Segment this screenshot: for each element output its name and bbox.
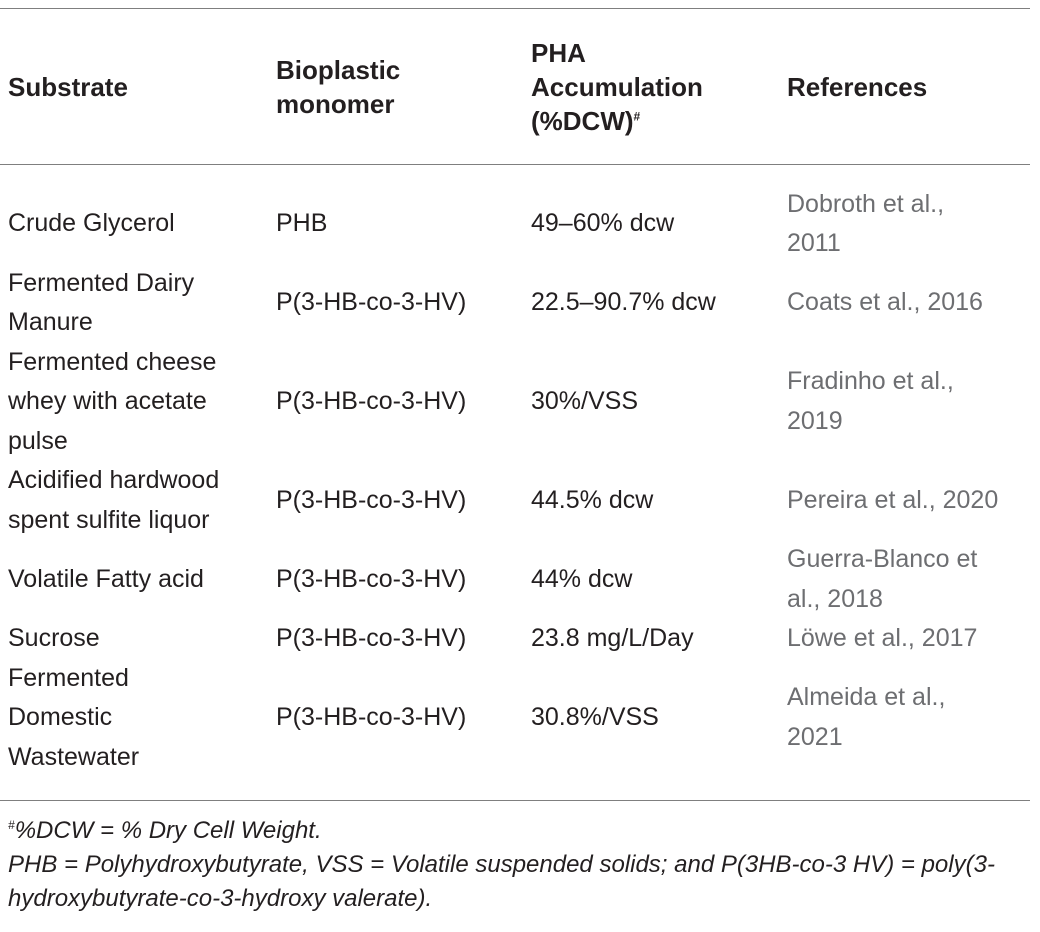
table-header-row: [0, 10, 1030, 164]
footnote-dcw: [8, 814, 1028, 848]
table-row: [0, 343, 1030, 462]
cell-reference: Pereira et al., 2020: [787, 485, 999, 514]
cell-monomer: P(3-HB-co-3-HV): [276, 624, 467, 652]
header-pha-marker: #: [633, 109, 641, 124]
cell-accumulation: 22.5–90.7% dcw: [531, 288, 716, 317]
table-row: [0, 164, 1030, 264]
cell-accumulation: 30%/VSS: [531, 387, 639, 415]
cell-substrate: Crude Glycerol: [8, 209, 175, 238]
cell-monomer: P(3-HB-co-3-HV): [276, 703, 467, 731]
table-row: [0, 264, 1030, 343]
footnote-abbreviations: PHB = Polyhydroxybutyrate, VSS = Volatile suspended solids; and P(3HB-co-3 HV) = poly(3-hydroxybutyrate-co-3-hydroxy valerate).: [8, 851, 995, 912]
cell-monomer: P(3-HB-co-3-HV): [276, 485, 467, 514]
header-monomer-line2: monomer: [276, 88, 395, 119]
pha-accumulation-table: [0, 10, 1030, 777]
cell-substrate: Acidified hardwood spent sulfite liquor: [8, 466, 220, 534]
table-row: [0, 540, 1030, 619]
cell-reference: Coats et al., 2016: [787, 288, 983, 317]
cell-substrate: Fermented Dairy Manure: [8, 268, 195, 336]
cell-accumulation: 44.5% dcw: [531, 485, 654, 514]
table-row: [0, 659, 1030, 778]
cell-reference: Fradinho et al., 2019: [787, 367, 954, 435]
cell-reference: Löwe et al., 2017: [787, 624, 978, 652]
header-pha-line3: (%DCW): [531, 105, 634, 136]
cell-substrate: Volatile Fatty acid: [8, 564, 204, 593]
cell-accumulation: 23.8 mg/L/Day: [531, 624, 694, 652]
cell-reference: Guerra-Blanco et al., 2018: [787, 545, 978, 613]
header-references-label: References: [787, 71, 928, 102]
header-pha-line2: Accumulation: [531, 71, 703, 102]
cell-monomer: PHB: [276, 209, 328, 238]
header-pha-accumulation: [523, 10, 779, 164]
cell-substrate: Fermented Domestic Wastewater: [8, 663, 140, 771]
cell-substrate: Sucrose: [8, 624, 100, 652]
cell-monomer: P(3-HB-co-3-HV): [276, 387, 467, 415]
header-monomer-line1: Bioplastic: [276, 54, 401, 85]
header-substrate: [0, 10, 268, 164]
cell-reference: Almeida et al., 2021: [787, 683, 946, 751]
cell-monomer: P(3-HB-co-3-HV): [276, 288, 467, 317]
cell-accumulation: 49–60% dcw: [531, 209, 675, 238]
header-references: [779, 10, 1030, 164]
header-substrate-label: Substrate: [8, 71, 128, 102]
header-bioplastic-monomer: [268, 10, 523, 164]
table-top-rule: [0, 8, 1030, 9]
footnote-dcw-text: %DCW = % Dry Cell Weight.: [14, 817, 322, 844]
table-bottom-rule: [0, 800, 1030, 801]
table-row: [0, 461, 1030, 540]
cell-substrate: Fermented cheese whey with acetate pulse: [8, 347, 217, 455]
table-footnotes: [8, 814, 1028, 916]
footnote-marker: #: [8, 818, 15, 832]
header-pha-line1: PHA: [531, 37, 586, 68]
cell-reference: Dobroth et al., 2011: [787, 189, 945, 257]
table-row: [0, 619, 1030, 659]
cell-monomer: P(3-HB-co-3-HV): [276, 564, 467, 593]
cell-accumulation: 30.8%/VSS: [531, 703, 659, 731]
cell-accumulation: 44% dcw: [531, 564, 633, 593]
